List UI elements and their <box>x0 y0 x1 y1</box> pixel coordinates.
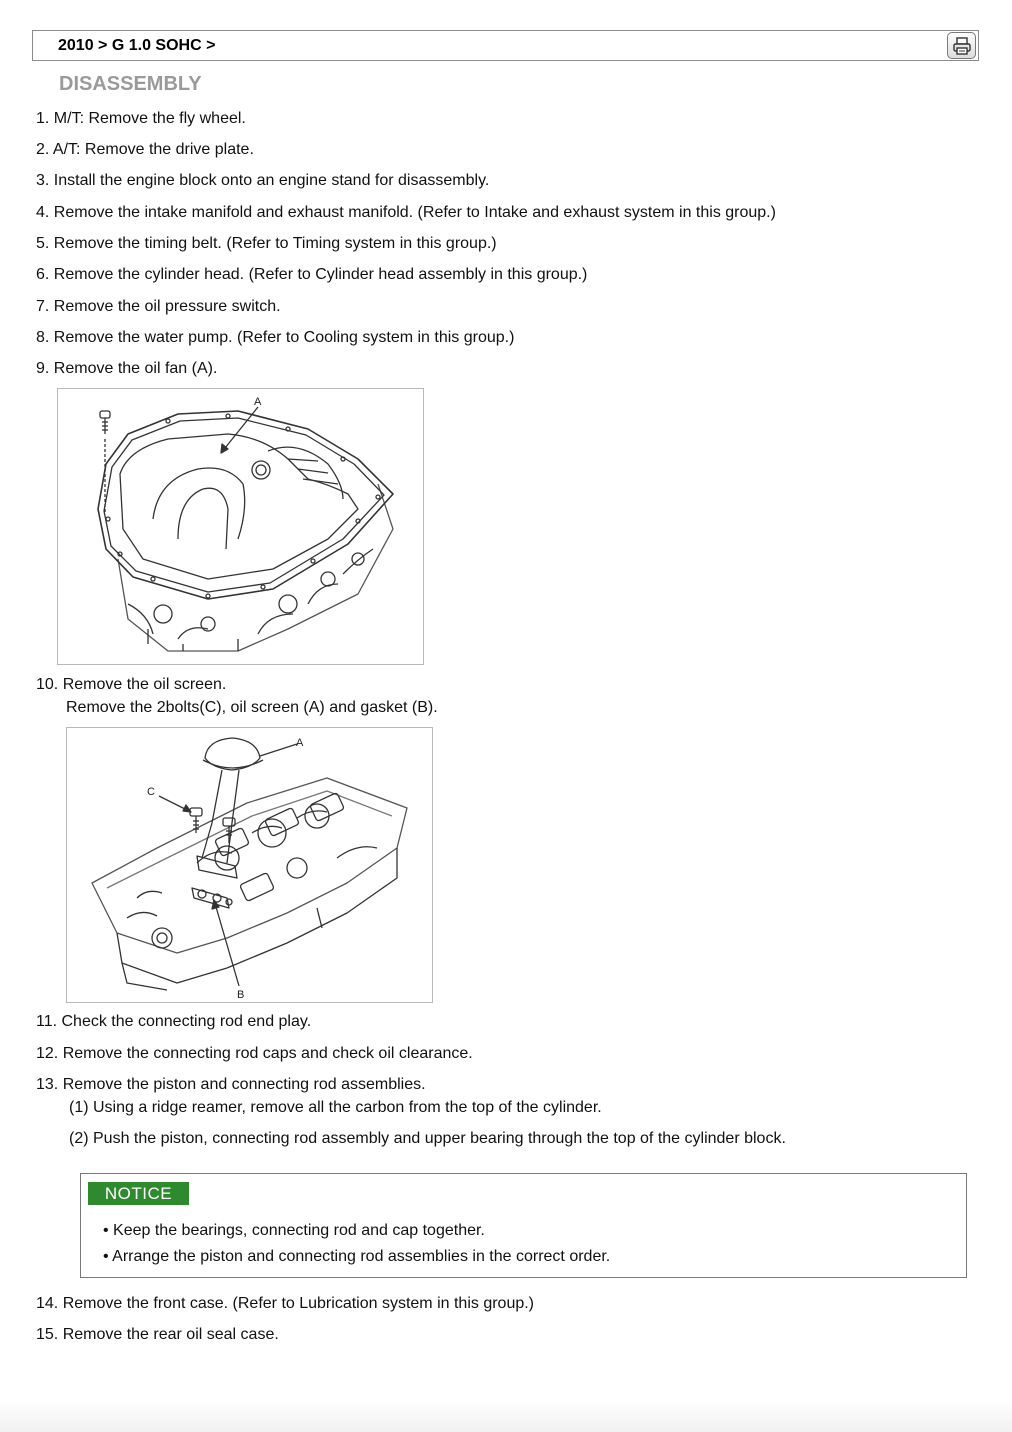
step-6: 6. Remove the cylinder head. (Refer to Cylinder head assembly in this group.) <box>36 266 588 283</box>
step-3: 3. Install the engine block onto an engine stand for disassembly. <box>36 172 490 189</box>
notice-badge: NOTICE <box>88 1182 189 1205</box>
header-bar <box>32 30 979 61</box>
step-4: 4. Remove the intake manifold and exhaust manifold. (Refer to Intake and exhaust system in this group.) <box>36 204 776 221</box>
page-bottom-shade <box>0 1400 1012 1432</box>
oil-pan-illustration <box>58 389 423 664</box>
step-13-sub-2: (2) Push the piston, connecting rod assembly and upper bearing through the top of the cylinder block. <box>69 1130 786 1147</box>
oil-screen-label-c: C <box>147 786 155 798</box>
oil-screen-label-b: B <box>237 989 245 1001</box>
oil-screen-figure <box>66 727 433 1003</box>
oil-pan-figure <box>57 388 424 665</box>
oil-screen-label-a: A <box>296 737 304 749</box>
print-button[interactable] <box>947 32 976 59</box>
step-5: 5. Remove the timing belt. (Refer to Timing system in this group.) <box>36 235 497 252</box>
section-title: DISASSEMBLY <box>59 73 202 95</box>
step-9: 9. Remove the oil fan (A). <box>36 360 218 377</box>
step-13-sub-1: (1) Using a ridge reamer, remove all the carbon from the top of the cylinder. <box>69 1099 602 1116</box>
step-8: 8. Remove the water pump. (Refer to Cooling system in this group.) <box>36 329 515 346</box>
notice-item: • Arrange the piston and connecting rod assemblies in the correct order. <box>103 1248 611 1265</box>
step-10-detail: Remove the 2bolts(C), oil screen (A) and gasket (B). <box>66 699 438 716</box>
breadcrumb[interactable]: 2010 > G 1.0 SOHC > <box>58 37 216 54</box>
step-13: 13. Remove the piston and connecting rod assemblies. <box>36 1076 426 1093</box>
step-1: 1. M/T: Remove the fly wheel. <box>36 110 246 127</box>
printer-icon <box>952 36 972 56</box>
notice-item: • Keep the bearings, connecting rod and cap together. <box>103 1222 485 1239</box>
step-11: 11. Check the connecting rod end play. <box>36 1013 312 1030</box>
oil-pan-label-a: A <box>254 396 262 408</box>
oil-screen-illustration <box>67 728 432 1002</box>
step-7: 7. Remove the oil pressure switch. <box>36 298 281 315</box>
step-12: 12. Remove the connecting rod caps and check oil clearance. <box>36 1045 473 1062</box>
step-15: 15. Remove the rear oil seal case. <box>36 1326 279 1343</box>
step-14: 14. Remove the front case. (Refer to Lubrication system in this group.) <box>36 1295 535 1312</box>
step-10: 10. Remove the oil screen. <box>36 676 227 693</box>
notice-box <box>80 1173 967 1278</box>
step-2: 2. A/T: Remove the drive plate. <box>36 141 254 158</box>
